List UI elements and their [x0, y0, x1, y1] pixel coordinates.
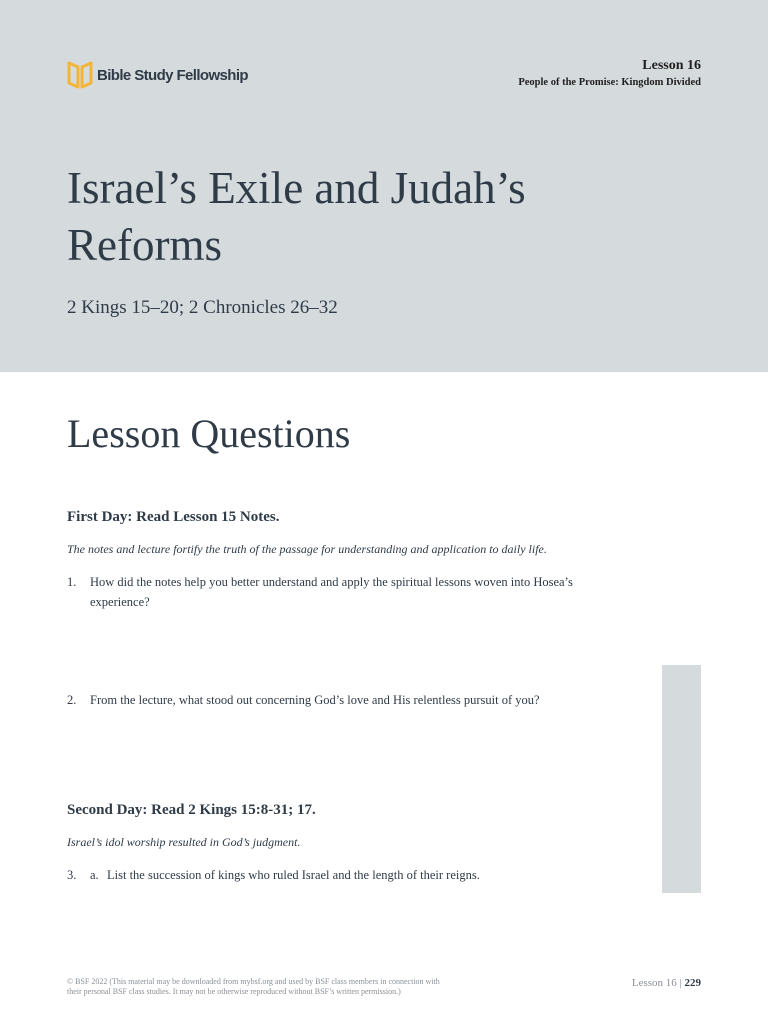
page-footer [632, 977, 701, 989]
question-3 [67, 865, 597, 885]
section-heading: Lesson Questions [67, 411, 351, 456]
margin-bar [662, 665, 701, 893]
question-body [90, 865, 597, 885]
question-1 [67, 572, 597, 612]
question-text: List the succession of kings who ruled Israel and the length of their reigns. [107, 868, 480, 882]
logo-text: Bible Study Fellowship [97, 66, 248, 84]
lesson-title: Israel’s Exile and Judah’s Reforms [67, 163, 526, 270]
question-2 [67, 690, 597, 710]
question-subpart: a. [90, 868, 99, 882]
second-day-description: Israel’s idol worship resulted in God’s judgment. [67, 835, 301, 849]
question-number: 2. [67, 693, 77, 707]
open-book-icon [67, 60, 93, 90]
scripture-reference: 2 Kings 15–20; 2 Chronicles 26–32 [67, 297, 338, 318]
question-text: From the lecture, what stood out concerning God’s love and His relentless pursuit of you? [90, 693, 540, 707]
second-day-heading: Second Day: Read 2 Kings 15:8-31; 17. [67, 802, 316, 818]
series-name: People of the Promise: Kingdom Divided [518, 77, 701, 88]
question-number: 3. [67, 868, 77, 882]
first-day-heading: First Day: Read Lesson 15 Notes. [67, 509, 280, 525]
question-text: How did the notes help you better understand and apply the spiritual lessons woven into Hosea’s experience? [90, 575, 573, 609]
first-day-description: The notes and lecture fortify the truth of the passage for understanding and application to daily life. [67, 542, 547, 556]
lesson-meta [518, 58, 701, 88]
lesson-number: Lesson 16 [642, 58, 701, 73]
page-number: 229 [684, 977, 701, 989]
copyright-notice: © BSF 2022 (This material may be downloaded from mybsf.org and used by BSF class members in connection with their personal BSF class studies. It may not be otherwise reproduced without BSF’s written permission.) [67, 977, 440, 996]
bsf-logo[interactable] [67, 59, 248, 91]
footer-lesson-label: Lesson 16 | [631, 977, 685, 989]
question-number: 1. [67, 575, 77, 589]
lesson-header [0, 0, 768, 372]
